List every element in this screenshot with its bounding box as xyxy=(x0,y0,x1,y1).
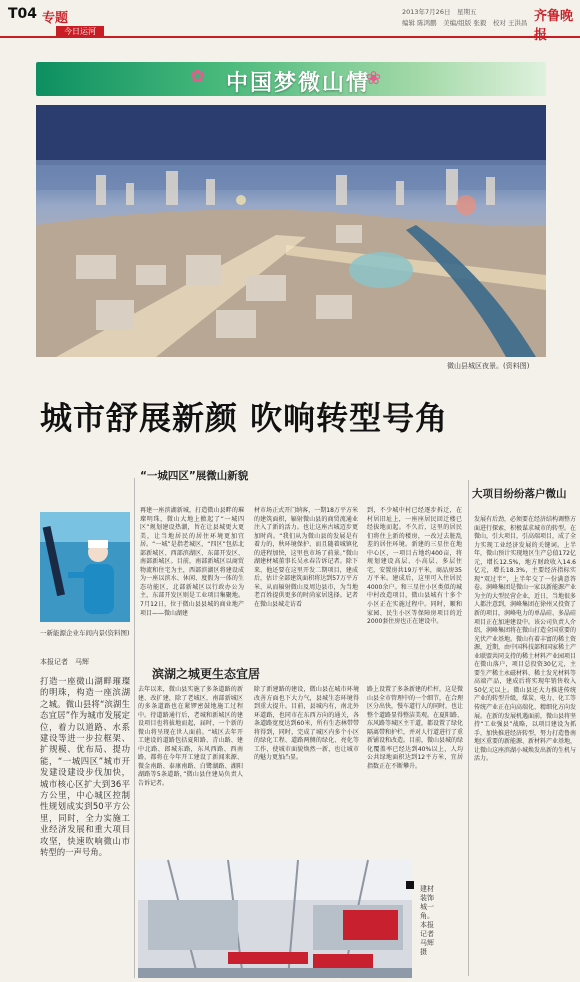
lead-paragraph: 打造一座微山湖畔璀璨的明珠，构造一座滨湖之城。微山县将“滨湖生态宜居”作为城市发展定位，着力以道路、水系建设等进一步拉框架、扩规模、优布局、提功能，“一城四区”城市开发建设建设步伐加快，城市核心区扩大到36平方公里，中心城区控制性规划成实到50平方公里，同时，全力实施工业经济发展和重大项目攻坚，快速吹响微山市转型的一声号角。 xyxy=(40,676,130,858)
mall-illustration xyxy=(138,860,412,978)
building-materials-mall-photo xyxy=(138,860,412,978)
column-divider xyxy=(134,478,135,978)
article-column: 到，不少城中村已经逐步拆迁，在村居旧址上，一座座居民回迁楼已经拔地而起。不久后，这里的居民们将住上新的楼房，一改过去脏乱差的居住环境。新建的三星住在地中心区，一项目占地约400亩，将规划建设高层、小高层、多层住宅，安置房共19万平米，商品房35万平米。建成后，这里可入住居民4000余户。和三星住小区类似的城中村改造项目，微山县城有十多个小区正在实施过程中。同时，顺和家园、民生小区等保障房项目的近2000套住房也正在建设中。 xyxy=(367,507,462,626)
headline: 城市舒展新颜 吹响转型号角 xyxy=(40,399,449,437)
staff-line: 编辑 陈鸿鹏 美编/组版 张毅 校对 王洪昌 xyxy=(402,19,528,27)
page-number: T04 xyxy=(8,6,38,22)
column-divider xyxy=(468,480,469,976)
lotus-icon: ❀ xyxy=(366,68,382,89)
article-column: 路上设置了多条新建的栏杆，这是微山县全市管理中的一个细节，在合理区分出快，慢车道行人的同时，也让整个道路显得整洁美观。在夏阳路、东风路等城区主干道，都设置了绿化隔离带和护栏，并对人行道进行了重新铺设和改造。目前，微山县城的绿化覆盖率已经达到40%以上，人均公共绿地面积达到12平方米，宜居指数正在不断攀升。 xyxy=(367,686,464,770)
byline: 本报记者 马辉 xyxy=(40,658,89,666)
article-column: 再建一座滨湖新城，打造微山县畔的璀璨明珠，微山大地上掀起了“一城四区”规划建设热潮，旨在让县城更大更美，让当地居民的居住环境更加宜居。“一城”是指老城区，“四区”包括北部新城区、西部滨湖区、东部开发区、南部新城区。目前，南部新城区以商贸物流和住宅为主，西部滨湖区将建设成为一座以滨水、休闲、度假为一体的生态功能区，北部新城区以行政办公为主，东部开发区则是工业项目集聚地。7月12日，位于微山县县城的商业地产项目——微山湖建 xyxy=(140,507,244,617)
main-photo-caption: 微山县城区夜景。(资料图) xyxy=(447,362,530,370)
subhead-one-city: “一城四区”展微山新貌 xyxy=(140,470,249,482)
date-line: 2013年7月26日 星期五 xyxy=(402,8,477,16)
newspaper-logo: 齐鲁晚 xyxy=(534,9,574,24)
worker-illustration xyxy=(40,512,130,622)
section-name: 专题 xyxy=(42,11,69,26)
city-night-illustration xyxy=(36,105,546,357)
city-night-photo xyxy=(36,105,546,357)
header-rule xyxy=(0,36,580,38)
article-column: 材市场正式开门纳客，一期18万平方米的建筑面积，辐射微山县的商贸流通业注入了新的活力。也让这座古城迈步更加时尚。“我们从为微山县的发展是有着力的，秋环境保护、而且随着城镇化的进程加快，这里也市场了前景。”微山湖建材城董事长吴永春告诉记者。除下来，他还要在这里开发二期项目，建成后，估计全部建筑面积将达到57万平方米，从而辐射微山及周边县市，为当地老百姓提供更多的时尚家居选择。记者在微山县城走访看 xyxy=(254,507,358,609)
article-column: 发展有后劲，必须要在经济结构调整方面进行探索，积极谋求城市的转型。在微山，引大项目，引高端项目，成了全力实现工业经济发展的关键词。上半年，微山预计实现地区生产总值172亿元，增长12.5%，地方财政收入14.6亿元，增长18.3%，主要经济指标实现“双过半”，上半年交了一份满意答卷。润峰集团是微山一家以新能源产业为主的大型民营企业，近日，当地很多人都注意到，润峰集团在徐州又投资了新的项目，润峰电力的单晶硅、多晶硅项目正在加速建设中。该公司负责人介绍，润峰集团将在微山打造全国重要的光伏产业基地。微山有着丰富的稀土资源，近期，由中国科技部和国家稀土产业联盟共同支持的稀土材料产业园项目在微山落户，项目总投资30亿元，主要生产稀土永磁材料、稀土发光材料等高端产品，建成后将实现年销售收入50亿元以上。微山县还大力推进传统产业的转型升级，煤炭、电力、化工等传统产业正在向高端化、精细化方向发展。在新的发展机遇面前，微山县将坚持“工业强县”战略，以项目建设为抓手，加快推进经济转型，努力打造鲁南地区重要的新能源、新材料产业基地，让微山这座滨湖小城焕发出新的生机与活力。 xyxy=(474,516,577,763)
article-column: 去年以来，微山县实施了多条道路的新建、改扩建，除了老城区，南部新城区的多条道路也在紧锣密鼓地施工过程中。待道路通行后，老城和新城区的建设项目也将拔地而起，届时，一个新的微山将呈现在世人面前。“城区去年开工建设的道路包括夏阳路、青山路、建中北路、郎城东路，东风西路、西南路，都将在今年开工建设了新闻来源、微金南路、泰康南路、白鹭湖路、湖阳湖路等5条道路，”微山县住建局负责人告诉记者。 xyxy=(138,686,243,788)
subhead-lakeside-city: 滨湖之城更生态宜居 xyxy=(152,667,261,681)
worker-photo-caption: 一新能源企业车间内景(资料图) xyxy=(40,629,130,637)
subhead-big-projects: 大项目纷纷落户微山 xyxy=(472,488,567,500)
factory-worker-photo xyxy=(40,512,130,622)
sub-section-tag: 今日运河 xyxy=(56,26,104,38)
lotus-icon: ✿ xyxy=(190,66,206,87)
banner-title: 中国梦微山情 xyxy=(226,70,371,96)
caption-bullet-icon xyxy=(406,881,414,889)
article-column: 除了新建路的建设，微山县在城市环境改善方面也下大力气，县城生态环境得到重大提升。目前，县城内有，南北外环道路，也同市在东西方向的通关，各条道路宽度达到60米，所有生态林带带将得到，同时，完成了城区内多个小区的绿化工程、道路两侧的绿化、亮化等工作，使城市面貌焕然一新，也让城市的魅力更加凸显。 xyxy=(254,686,359,762)
mall-photo-caption: 建材装饰城一角。本报记者 马辉 摄 xyxy=(420,885,434,956)
